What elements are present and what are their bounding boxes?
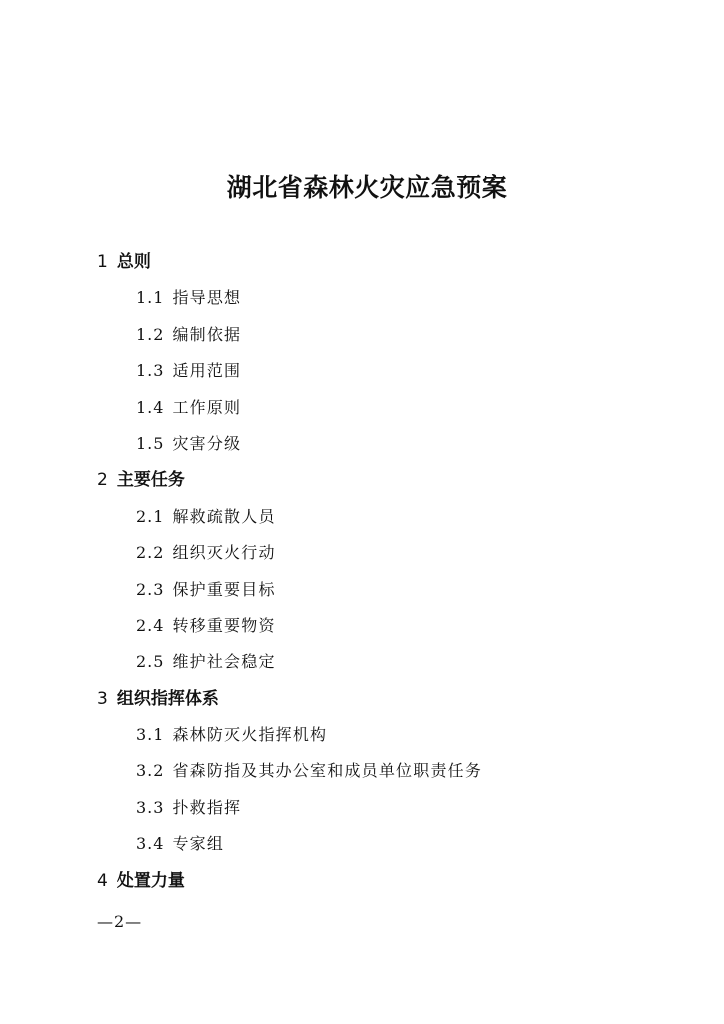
toc-item-text: 总则 <box>116 252 151 272</box>
toc-item-number: 3.4 <box>136 834 165 854</box>
toc-section-heading <box>97 466 697 502</box>
toc-item-number: 3.1 <box>136 725 165 745</box>
toc-item-number: 2.4 <box>136 615 165 635</box>
toc-item-text: 扑救指挥 <box>172 797 242 817</box>
toc-item-text: 主要任务 <box>116 470 185 491</box>
toc-item-number: 4 <box>97 870 108 891</box>
toc-item-text: 适用范围 <box>172 361 242 381</box>
toc-subsection-item <box>97 721 697 757</box>
toc-item-text: 森林防灭火指挥机构 <box>172 725 328 745</box>
toc-subsection-item <box>97 612 697 648</box>
toc-subsection-item <box>97 321 697 357</box>
toc-subsection-item <box>97 576 697 612</box>
toc-section-heading <box>97 685 697 721</box>
toc-item-number: 2.3 <box>136 579 165 599</box>
toc-subsection-item <box>97 430 697 466</box>
toc-subsection-item <box>97 284 697 320</box>
document-title: 湖北省森林火灾应急预案 <box>226 173 508 202</box>
toc-subsection-item <box>97 830 697 866</box>
toc-item-text: 维护社会稳定 <box>172 652 276 672</box>
toc-item-text: 灾害分级 <box>172 433 242 453</box>
page-number: —2— <box>97 912 143 931</box>
toc-subsection-item <box>97 394 697 430</box>
toc-subsection-item <box>97 357 697 393</box>
toc-item-text: 处置力量 <box>116 870 185 891</box>
toc-item-number: 1.3 <box>136 361 165 381</box>
toc-item-text: 指导思想 <box>172 288 242 308</box>
toc-item-number: 1.5 <box>136 433 165 453</box>
toc-item-number: 3 <box>97 688 108 709</box>
toc-section-heading <box>97 248 697 284</box>
toc-item-number: 1 <box>97 252 108 272</box>
toc-item-number: 1.1 <box>136 288 165 308</box>
toc-item-number: 3.2 <box>136 761 165 781</box>
toc-item-text: 组织指挥体系 <box>116 688 219 709</box>
toc-item-number: 1.2 <box>136 324 165 344</box>
toc-subsection-item <box>97 757 697 793</box>
table-of-contents <box>97 248 697 903</box>
toc-item-number: 2 <box>97 470 108 491</box>
toc-item-number: 3.3 <box>136 797 165 817</box>
toc-item-number: 2.2 <box>136 543 165 563</box>
toc-subsection-item <box>97 539 697 575</box>
toc-item-text: 转移重要物资 <box>172 615 276 635</box>
toc-section-heading <box>97 867 697 903</box>
toc-subsection-item <box>97 794 697 830</box>
toc-item-number: 2.1 <box>136 506 165 526</box>
toc-item-text: 省森防指及其办公室和成员单位职责任务 <box>172 761 483 781</box>
toc-subsection-item <box>97 503 697 539</box>
toc-item-text: 编制依据 <box>172 324 242 344</box>
toc-item-text: 保护重要目标 <box>172 579 276 599</box>
toc-item-number: 1.4 <box>136 397 165 417</box>
toc-item-text: 组织灭火行动 <box>172 543 276 563</box>
toc-item-text: 工作原则 <box>172 397 242 417</box>
toc-item-text: 解救疏散人员 <box>172 506 276 526</box>
toc-subsection-item <box>97 648 697 684</box>
toc-item-text: 专家组 <box>172 834 225 854</box>
toc-item-number: 2.5 <box>136 652 165 672</box>
